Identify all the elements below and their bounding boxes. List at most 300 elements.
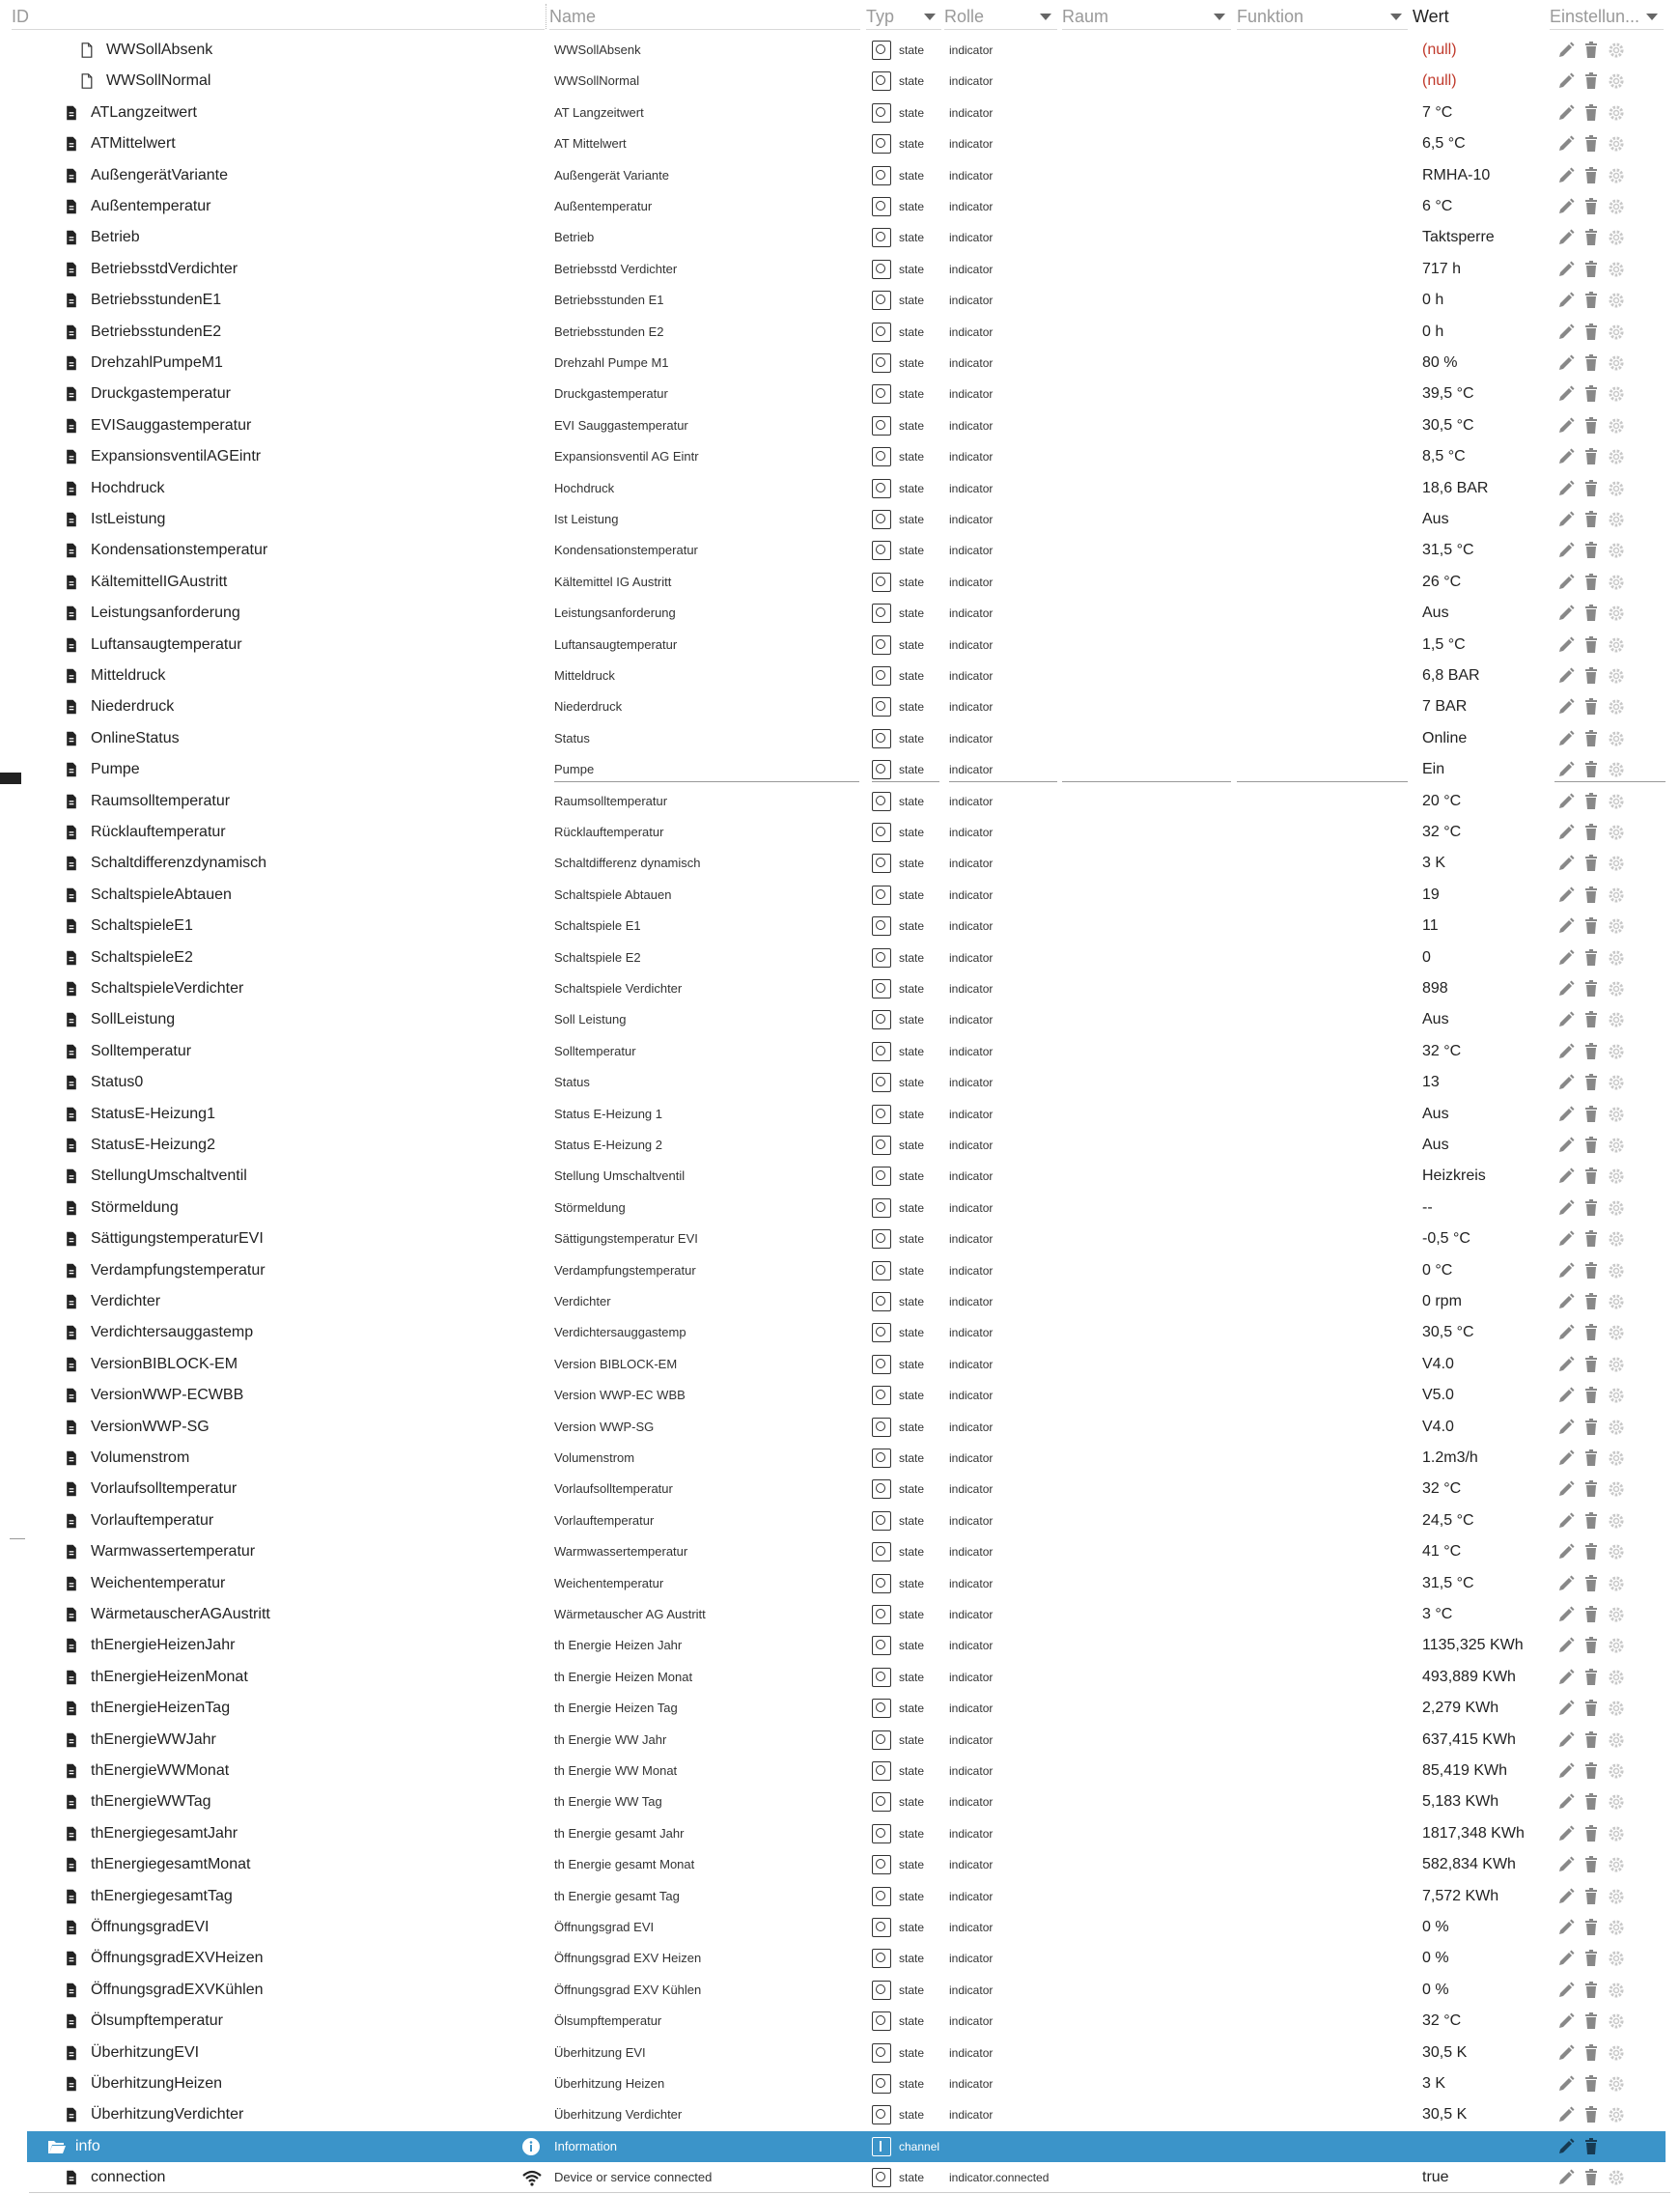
table-row[interactable] xyxy=(0,1067,1680,1098)
edit-button[interactable] xyxy=(1556,41,1576,60)
settings-button[interactable] xyxy=(1607,1511,1626,1531)
col-header-einstellungen[interactable] xyxy=(1550,4,1664,30)
table-row[interactable] xyxy=(0,66,1680,97)
settings-button[interactable] xyxy=(1607,823,1626,842)
table-row[interactable] xyxy=(0,2006,1680,2037)
settings-button[interactable] xyxy=(1607,635,1626,655)
object-value[interactable]: Aus xyxy=(1422,511,1449,527)
table-row[interactable] xyxy=(0,160,1680,191)
settings-button[interactable] xyxy=(1607,541,1626,560)
col-header-id[interactable]: ID xyxy=(12,4,545,30)
table-row[interactable] xyxy=(0,348,1680,379)
settings-button[interactable] xyxy=(1607,353,1626,373)
delete-button[interactable] xyxy=(1582,1449,1601,1468)
col-header-raum[interactable] xyxy=(1062,4,1231,30)
object-value[interactable]: 1135,325 KWh xyxy=(1422,1637,1524,1654)
object-value[interactable]: 13 xyxy=(1422,1074,1440,1091)
table-row[interactable] xyxy=(0,2068,1680,2099)
table-row[interactable] xyxy=(0,1036,1680,1067)
object-value[interactable]: -0,5 °C xyxy=(1422,1230,1470,1248)
object-value[interactable]: 3 K xyxy=(1422,855,1446,872)
delete-button[interactable] xyxy=(1582,1699,1601,1718)
table-row[interactable] xyxy=(0,630,1680,661)
delete-button[interactable] xyxy=(1582,1668,1601,1687)
table-row[interactable] xyxy=(0,1099,1680,1130)
edit-button[interactable] xyxy=(1556,1730,1576,1750)
delete-button[interactable] xyxy=(1582,792,1601,811)
table-row[interactable] xyxy=(0,1505,1680,1536)
col-header-wert[interactable]: Wert xyxy=(1413,7,1449,26)
object-value[interactable]: 3 K xyxy=(1422,2075,1446,2092)
edit-button[interactable] xyxy=(1556,1542,1576,1561)
object-value[interactable]: Ein xyxy=(1422,761,1445,778)
delete-button[interactable] xyxy=(1582,353,1601,373)
settings-button[interactable] xyxy=(1607,1668,1626,1687)
table-row[interactable] xyxy=(0,880,1680,911)
settings-button[interactable] xyxy=(1607,291,1626,310)
delete-button[interactable] xyxy=(1582,1198,1601,1218)
edit-button[interactable] xyxy=(1556,760,1576,779)
delete-button[interactable] xyxy=(1582,1261,1601,1280)
object-value[interactable]: 32 °C xyxy=(1422,2012,1462,2030)
settings-button[interactable] xyxy=(1607,134,1626,154)
table-row[interactable] xyxy=(0,473,1680,504)
table-row[interactable] xyxy=(0,98,1680,128)
object-value[interactable]: 80 % xyxy=(1422,354,1458,371)
object-value[interactable]: 6 °C xyxy=(1422,198,1453,214)
edit-button[interactable] xyxy=(1556,1761,1576,1781)
delete-button[interactable] xyxy=(1582,228,1601,247)
settings-button[interactable] xyxy=(1607,1010,1626,1029)
edit-button[interactable] xyxy=(1556,948,1576,968)
settings-button[interactable] xyxy=(1607,1730,1626,1750)
settings-button[interactable] xyxy=(1607,103,1626,123)
object-value[interactable]: 493,889 KWh xyxy=(1422,1668,1516,1685)
object-value[interactable]: 0 rpm xyxy=(1422,1293,1462,1309)
object-value[interactable]: 0 % xyxy=(1422,1981,1449,1998)
delete-button[interactable] xyxy=(1582,1105,1601,1124)
object-value[interactable]: 31,5 °C xyxy=(1422,542,1474,559)
edit-button[interactable] xyxy=(1556,1355,1576,1374)
object-value[interactable]: 0 % xyxy=(1422,1919,1449,1935)
object-value[interactable]: 26 °C xyxy=(1422,573,1462,590)
delete-button[interactable] xyxy=(1582,1636,1601,1655)
delete-button[interactable] xyxy=(1582,1981,1601,2000)
table-row[interactable] xyxy=(0,1943,1680,1974)
settings-button[interactable] xyxy=(1607,1574,1626,1593)
settings-button[interactable] xyxy=(1607,41,1626,60)
object-value[interactable]: 5,183 KWh xyxy=(1422,1793,1499,1811)
edit-button[interactable] xyxy=(1556,1386,1576,1405)
delete-button[interactable] xyxy=(1582,1511,1601,1531)
chevron-down-icon[interactable] xyxy=(924,14,936,20)
object-value[interactable]: V4.0 xyxy=(1422,1355,1454,1372)
settings-button[interactable] xyxy=(1607,792,1626,811)
table-row[interactable] xyxy=(0,191,1680,222)
edit-button[interactable] xyxy=(1556,854,1576,873)
edit-button[interactable] xyxy=(1556,2011,1576,2031)
object-value[interactable]: 7,572 KWh xyxy=(1422,1887,1499,1904)
settings-button[interactable] xyxy=(1607,604,1626,623)
edit-button[interactable] xyxy=(1556,134,1576,154)
edit-button[interactable] xyxy=(1556,2043,1576,2063)
edit-button[interactable] xyxy=(1556,792,1576,811)
object-value[interactable]: 30,5 K xyxy=(1422,2043,1468,2061)
edit-button[interactable] xyxy=(1556,479,1576,498)
table-row[interactable] xyxy=(0,911,1680,942)
delete-button[interactable] xyxy=(1582,604,1601,623)
edit-button[interactable] xyxy=(1556,2074,1576,2094)
table-row[interactable] xyxy=(0,567,1680,598)
settings-button[interactable] xyxy=(1607,384,1626,404)
table-row[interactable] xyxy=(0,1568,1680,1599)
table-row[interactable] xyxy=(0,1786,1680,1817)
settings-button[interactable] xyxy=(1607,1918,1626,1937)
settings-button[interactable] xyxy=(1607,1887,1626,1906)
edit-button[interactable] xyxy=(1556,1136,1576,1155)
object-value[interactable]: -- xyxy=(1422,1198,1433,1216)
table-row[interactable] xyxy=(0,1286,1680,1317)
delete-button[interactable] xyxy=(1582,823,1601,842)
settings-button[interactable] xyxy=(1607,1323,1626,1342)
edit-button[interactable] xyxy=(1556,2137,1576,2156)
settings-button[interactable] xyxy=(1607,1105,1626,1124)
object-value[interactable]: 7 °C xyxy=(1422,103,1453,121)
edit-button[interactable] xyxy=(1556,510,1576,529)
object-value[interactable]: 24,5 °C xyxy=(1422,1511,1474,1529)
settings-button[interactable] xyxy=(1607,573,1626,592)
delete-button[interactable] xyxy=(1582,197,1601,216)
edit-button[interactable] xyxy=(1556,1418,1576,1437)
delete-button[interactable] xyxy=(1582,1761,1601,1781)
edit-button[interactable] xyxy=(1556,447,1576,466)
delete-button[interactable] xyxy=(1582,416,1601,436)
object-value[interactable]: 85,419 KWh xyxy=(1422,1762,1508,1779)
edit-button[interactable] xyxy=(1556,103,1576,123)
table-row[interactable] xyxy=(0,1725,1680,1756)
table-row[interactable] xyxy=(0,942,1680,973)
settings-button[interactable] xyxy=(1607,323,1626,342)
settings-button[interactable] xyxy=(1607,1418,1626,1437)
edit-button[interactable] xyxy=(1556,1574,1576,1593)
table-row[interactable] xyxy=(0,1849,1680,1880)
settings-button[interactable] xyxy=(1607,854,1626,873)
table-row[interactable] xyxy=(0,535,1680,566)
object-value[interactable]: 637,415 KWh xyxy=(1422,1730,1516,1748)
edit-button[interactable] xyxy=(1556,384,1576,404)
object-value[interactable]: 18,6 BAR xyxy=(1422,479,1489,496)
delete-button[interactable] xyxy=(1582,1167,1601,1186)
edit-button[interactable] xyxy=(1556,1855,1576,1874)
edit-button[interactable] xyxy=(1556,1479,1576,1499)
settings-button[interactable] xyxy=(1607,1981,1626,2000)
object-value[interactable]: 7 BAR xyxy=(1422,698,1468,716)
object-value[interactable]: 0 h xyxy=(1422,292,1444,309)
settings-button[interactable] xyxy=(1607,1449,1626,1468)
table-row[interactable] xyxy=(0,1317,1680,1348)
delete-button[interactable] xyxy=(1582,2011,1601,2031)
table-row[interactable] xyxy=(0,2099,1680,2130)
table-row[interactable] xyxy=(0,2162,1680,2193)
edit-button[interactable] xyxy=(1556,1636,1576,1655)
edit-button[interactable] xyxy=(1556,666,1576,686)
object-value[interactable]: 39,5 °C xyxy=(1422,385,1474,403)
col-header-funktion[interactable] xyxy=(1237,4,1408,30)
object-value[interactable]: 2,279 KWh xyxy=(1422,1700,1499,1717)
table-row[interactable] xyxy=(0,1443,1680,1474)
edit-button[interactable] xyxy=(1556,697,1576,717)
edit-button[interactable] xyxy=(1556,886,1576,905)
settings-button[interactable] xyxy=(1607,1542,1626,1561)
object-value[interactable]: 3 °C xyxy=(1422,1606,1453,1622)
table-row[interactable] xyxy=(0,1380,1680,1411)
object-value[interactable]: Taktsperre xyxy=(1422,229,1495,246)
object-value[interactable]: 8,5 °C xyxy=(1422,448,1466,465)
delete-button[interactable] xyxy=(1582,1855,1601,1874)
edit-button[interactable] xyxy=(1556,916,1576,936)
settings-button[interactable] xyxy=(1607,1949,1626,1968)
edit-button[interactable] xyxy=(1556,604,1576,623)
settings-button[interactable] xyxy=(1607,1386,1626,1405)
table-row[interactable] xyxy=(0,786,1680,817)
table-row[interactable] xyxy=(0,128,1680,159)
table-row[interactable] xyxy=(0,973,1680,1004)
settings-button[interactable] xyxy=(1607,1479,1626,1499)
object-value[interactable]: 32 °C xyxy=(1422,1042,1462,1059)
edit-button[interactable] xyxy=(1556,197,1576,216)
edit-button[interactable] xyxy=(1556,228,1576,247)
object-value[interactable]: 0 % xyxy=(1422,1950,1449,1967)
delete-button[interactable] xyxy=(1582,103,1601,123)
settings-button[interactable] xyxy=(1607,197,1626,216)
delete-button[interactable] xyxy=(1582,635,1601,655)
chevron-down-icon[interactable] xyxy=(1214,14,1225,20)
table-row[interactable] xyxy=(0,1599,1680,1630)
object-value[interactable]: Online xyxy=(1422,729,1468,746)
settings-button[interactable] xyxy=(1607,666,1626,686)
edit-button[interactable] xyxy=(1556,1042,1576,1061)
edit-button[interactable] xyxy=(1556,323,1576,342)
object-value[interactable]: V5.0 xyxy=(1422,1387,1454,1404)
delete-button[interactable] xyxy=(1582,1292,1601,1311)
delete-button[interactable] xyxy=(1582,573,1601,592)
table-row[interactable] xyxy=(0,1349,1680,1380)
object-value[interactable]: 19 xyxy=(1422,886,1440,903)
object-value[interactable]: 717 h xyxy=(1422,260,1462,277)
delete-button[interactable] xyxy=(1582,1355,1601,1374)
edit-button[interactable] xyxy=(1556,416,1576,436)
settings-button[interactable] xyxy=(1607,1292,1626,1311)
table-row[interactable] xyxy=(0,691,1680,722)
edit-button[interactable] xyxy=(1556,1292,1576,1311)
delete-button[interactable] xyxy=(1582,1792,1601,1812)
delete-button[interactable] xyxy=(1582,1136,1601,1155)
edit-button[interactable] xyxy=(1556,729,1576,748)
object-value[interactable]: 30,5 K xyxy=(1422,2106,1468,2124)
edit-button[interactable] xyxy=(1556,1229,1576,1249)
col-header-name[interactable]: Name xyxy=(549,4,860,30)
object-value[interactable]: 30,5 °C xyxy=(1422,1324,1474,1341)
object-value[interactable]: 6,5 °C xyxy=(1422,135,1466,153)
edit-button[interactable] xyxy=(1556,1668,1576,1687)
settings-button[interactable] xyxy=(1607,697,1626,717)
splitter-handle[interactable] xyxy=(0,773,21,784)
delete-button[interactable] xyxy=(1582,41,1601,60)
delete-button[interactable] xyxy=(1582,541,1601,560)
settings-button[interactable] xyxy=(1607,2043,1626,2063)
edit-button[interactable] xyxy=(1556,1824,1576,1843)
edit-button[interactable] xyxy=(1556,2105,1576,2124)
col-header-rolle[interactable] xyxy=(944,4,1057,30)
delete-button[interactable] xyxy=(1582,2074,1601,2094)
settings-button[interactable] xyxy=(1607,71,1626,91)
settings-button[interactable] xyxy=(1607,1824,1626,1843)
object-value[interactable]: 0 °C xyxy=(1422,1261,1453,1279)
object-value[interactable]: Aus xyxy=(1422,1137,1449,1153)
settings-button[interactable] xyxy=(1607,1699,1626,1718)
table-row[interactable] xyxy=(0,1255,1680,1286)
table-row[interactable] xyxy=(0,1224,1680,1254)
table-row[interactable] xyxy=(0,723,1680,754)
settings-button[interactable] xyxy=(1607,510,1626,529)
settings-button[interactable] xyxy=(1607,228,1626,247)
table-row[interactable] xyxy=(0,410,1680,441)
table-row[interactable] xyxy=(0,1912,1680,1943)
delete-button[interactable] xyxy=(1582,1073,1601,1092)
chevron-down-icon[interactable] xyxy=(1390,14,1402,20)
delete-button[interactable] xyxy=(1582,71,1601,91)
delete-button[interactable] xyxy=(1582,1229,1601,1249)
settings-button[interactable] xyxy=(1607,729,1626,748)
edit-button[interactable] xyxy=(1556,823,1576,842)
settings-button[interactable] xyxy=(1607,886,1626,905)
delete-button[interactable] xyxy=(1582,1730,1601,1750)
delete-button[interactable] xyxy=(1582,916,1601,936)
delete-button[interactable] xyxy=(1582,1010,1601,1029)
edit-button[interactable] xyxy=(1556,1010,1576,1029)
settings-button[interactable] xyxy=(1607,916,1626,936)
chevron-down-icon[interactable] xyxy=(1040,14,1051,20)
settings-button[interactable] xyxy=(1607,1855,1626,1874)
delete-button[interactable] xyxy=(1582,1887,1601,1906)
delete-button[interactable] xyxy=(1582,760,1601,779)
delete-button[interactable] xyxy=(1582,1323,1601,1342)
edit-button[interactable] xyxy=(1556,979,1576,999)
delete-button[interactable] xyxy=(1582,1542,1601,1561)
settings-button[interactable] xyxy=(1607,416,1626,436)
delete-button[interactable] xyxy=(1582,666,1601,686)
edit-button[interactable] xyxy=(1556,1073,1576,1092)
table-row[interactable] xyxy=(0,2038,1680,2068)
settings-button[interactable] xyxy=(1607,2105,1626,2124)
object-value[interactable]: 32 °C xyxy=(1422,824,1462,840)
edit-button[interactable] xyxy=(1556,1918,1576,1937)
table-row[interactable] xyxy=(0,1630,1680,1661)
table-row[interactable] xyxy=(0,35,1680,66)
delete-button[interactable] xyxy=(1582,1386,1601,1405)
object-value[interactable]: 1817,348 KWh xyxy=(1422,1824,1525,1842)
table-row[interactable] xyxy=(0,1412,1680,1443)
edit-button[interactable] xyxy=(1556,1792,1576,1812)
settings-button[interactable] xyxy=(1607,1355,1626,1374)
delete-button[interactable] xyxy=(1582,134,1601,154)
table-row[interactable] xyxy=(0,848,1680,879)
edit-button[interactable] xyxy=(1556,1449,1576,1468)
delete-button[interactable] xyxy=(1582,948,1601,968)
delete-button[interactable] xyxy=(1582,2105,1601,2124)
delete-button[interactable] xyxy=(1582,2168,1601,2187)
tree-folder-row[interactable] xyxy=(27,2131,1666,2162)
table-row[interactable] xyxy=(0,1536,1680,1567)
object-value[interactable]: 20 °C xyxy=(1422,792,1462,809)
settings-button[interactable] xyxy=(1607,1605,1626,1624)
edit-button[interactable] xyxy=(1556,71,1576,91)
delete-button[interactable] xyxy=(1582,1574,1601,1593)
table-row[interactable] xyxy=(0,1693,1680,1724)
settings-button[interactable] xyxy=(1607,979,1626,999)
settings-button[interactable] xyxy=(1607,1042,1626,1061)
object-value[interactable]: 32 °C xyxy=(1422,1480,1462,1498)
settings-button[interactable] xyxy=(1607,2168,1626,2187)
edit-button[interactable] xyxy=(1556,635,1576,655)
settings-button[interactable] xyxy=(1607,760,1626,779)
object-value[interactable]: Aus xyxy=(1422,1105,1449,1122)
object-value[interactable]: 0 xyxy=(1422,948,1431,966)
delete-button[interactable] xyxy=(1582,1418,1601,1437)
object-value[interactable]: Aus xyxy=(1422,1011,1449,1028)
settings-button[interactable] xyxy=(1607,2074,1626,2094)
edit-button[interactable] xyxy=(1556,1511,1576,1531)
delete-button[interactable] xyxy=(1582,260,1601,279)
edit-button[interactable] xyxy=(1556,573,1576,592)
delete-button[interactable] xyxy=(1582,979,1601,999)
delete-button[interactable] xyxy=(1582,479,1601,498)
settings-button[interactable] xyxy=(1607,260,1626,279)
delete-button[interactable] xyxy=(1582,854,1601,873)
table-row[interactable] xyxy=(0,817,1680,848)
settings-button[interactable] xyxy=(1607,447,1626,466)
table-row[interactable] xyxy=(0,1818,1680,1849)
delete-button[interactable] xyxy=(1582,2137,1601,2156)
delete-button[interactable] xyxy=(1582,166,1601,185)
table-row[interactable] xyxy=(0,1756,1680,1786)
table-row[interactable] xyxy=(0,598,1680,629)
delete-button[interactable] xyxy=(1582,1479,1601,1499)
edit-button[interactable] xyxy=(1556,1981,1576,2000)
settings-button[interactable] xyxy=(1607,1167,1626,1186)
table-row[interactable] xyxy=(0,1474,1680,1505)
object-value[interactable]: 11 xyxy=(1422,917,1439,935)
delete-button[interactable] xyxy=(1582,1918,1601,1937)
table-row[interactable] xyxy=(0,1975,1680,2006)
delete-button[interactable] xyxy=(1582,1824,1601,1843)
edit-button[interactable] xyxy=(1556,1699,1576,1718)
object-value[interactable]: V4.0 xyxy=(1422,1418,1454,1435)
edit-button[interactable] xyxy=(1556,1167,1576,1186)
object-value[interactable]: 1.2m3/h xyxy=(1422,1449,1478,1466)
delete-button[interactable] xyxy=(1582,510,1601,529)
settings-button[interactable] xyxy=(1607,166,1626,185)
table-row[interactable] xyxy=(0,1881,1680,1912)
edit-button[interactable] xyxy=(1556,1198,1576,1218)
table-row[interactable] xyxy=(0,379,1680,409)
edit-button[interactable] xyxy=(1556,1261,1576,1280)
object-value[interactable]: 41 °C xyxy=(1422,1543,1462,1561)
table-row[interactable] xyxy=(0,1161,1680,1192)
table-row[interactable] xyxy=(0,504,1680,535)
delete-button[interactable] xyxy=(1582,729,1601,748)
delete-button[interactable] xyxy=(1582,384,1601,404)
